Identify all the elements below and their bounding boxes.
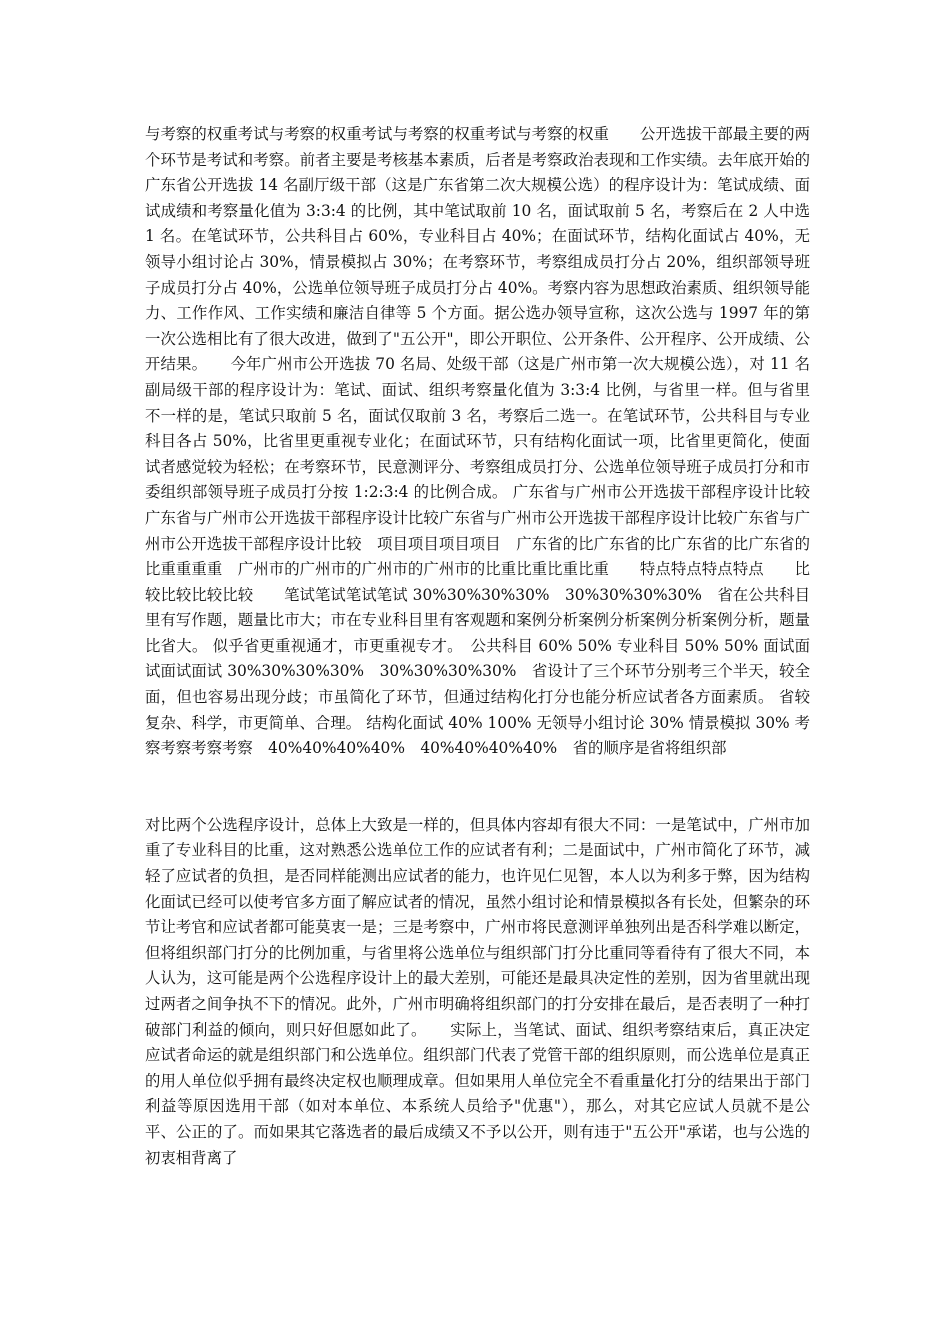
document-paragraph-2: 对比两个公选程序设计，总体上大致是一样的，但具体内容却有很大不同：一是笔试中，广州市加重了专业科目的比重，这对熟悉公选单位工作的应试者有利；二是面试中，广州市简化了环节，减轻了应试者的负担，是否同样能测出应试者的能力，也许见仁见智，本人以为利多于弊，因为结构化面试已经可以使考官多方面了解应试者的情况，虽然小组讨论和情景模拟各有长处，但繁杂的环节让考官和应试者都可能莫衷一是；三是考察中，广州市将民意测评单独列出是否科学难以断定，但将组织部门打分的比例加重，与省里将公选单位与组织部门打分比重同等看待有了很大不同，本人认为，这可能是两个公选程序设计上的最大差别，可能还是最具决定性的差别，因为省里就出现过两者之间争执不下的情况。此外，广州市明确将组织部门的打分安排在最后，是否表明了一种打破部门利益的倾向，则只好但愿如此了。 实际上，当笔试、面试、组织考察结束后，真正决定应试者命运的就是组织部门和公选单位。组织部门代表了党管干部的组织原则，而公选单位是真正的用人单位似乎拥有最终决定权也顺理成章。但如果用人单位完全不看重量化打分的结果出于部门利益等原因选用干部（如对本单位、本系统人员给予"优惠"），那么，对其它应试人员就不是公平、公正的了。而如果其它落选者的最后成绩又不予以公开，则有违于"五公开"承诺，也与公选的初衷相背离了 [145,815,810,1167]
document-page [145,122,815,1171]
document-paragraph-1: 与考察的权重考试与考察的权重考试与考察的权重考试与考察的权重 公开选拔干部最主要的两个环节是考试和考察。前者主要是考核基本素质，后者是考察政治表现和工作实绩。去年底开始的广东省公开选拔 14 名副厅级干部（这是广东省第二次大规模公选）的程序设计为：笔试成绩、面试成绩和考察量化值为 3:3:4 的比例，其中笔试取前 10 名，面试取前 5 名，考察后在 2 人中选 1 名。在笔试环节，公共科目占 60%，专业科目占 40%；在面试环节，结构化面试占 40%，无领导小组讨论占 30%，情景模拟占 30%；在考察环节，考察组成员打分占 20%，组织部领导班子成员打分占 40%，公选单位领导班子成员打分占 40%。考察内容为思想政治素质、组织领导能力、工作作风、工作实绩和廉洁自律等 5 个方面。据公选办领导宣称，这次公选与 1997 年的第一次公选相比有了很大改进，做到了"五公开"，即公开职位、公开条件、公开程序、公开成绩、公开结果。 今年广州市公开选拔 70 名局、处级干部（这是广州市第一次大规模公选），对 11 名副局级干部的程序设计为：笔试、面试、组织考察量化值为 3:3:4 比例，与省里一样。但与省里不一样的是，笔试只取前 5 名，面试仅取前 3 名，考察后二选一。在笔试环节，公共科目与专业科目各占 50%，比省里更重视专业化；在面试环节，只有结构化面试一项，比省里更简化，使面试者感觉较为轻松；在考察环节，民意测评分、考察组成员打分、公选单位领导班子成员打分和市委组织部领导班子成员打分按 1:2:3:4 的比例合成。 广东省与广州市公开选拔干部程序设计比较广东省与广州市公开选拔干部程序设计比较广东省与广州市公开选拔干部程序设计比较广东省与广州市公开选拔干部程序设计比较 项目项目项目项目 广东省的比广东省的比广东省的比广东省的比重重重重 广州市的广州市的广州市的广州市的比重比重比重比重 特点特点特点特点 比较比较比较比较 笔试笔试笔试笔试 30%30%30%30% 30%30%30%30% 省在公共科目里有写作题，题量比市大；市在专业科目里有客观题和案例分析案例分析案例分析案例分析，题量比省大。 似乎省更重视通才，市更重视专才。 公共科目 60% 50% 专业科目 50% 50% 面试面试面试面试 30%30%30%30% 30%30%30%30% 省设计了三个环节分别考三个半天，较全面，但也容易出现分歧；市虽简化了环节，但通过结构化打分也能分析应试者各方面素质。 省较复杂、科学，市更简单、合理。 结构化面试 40% 100% 无领导小组讨论 30% 情景模拟 30% 考察考察考察考察 40%40%40%40% 40%40%40%40% 省的顺序是省将组织部 [145,125,815,758]
